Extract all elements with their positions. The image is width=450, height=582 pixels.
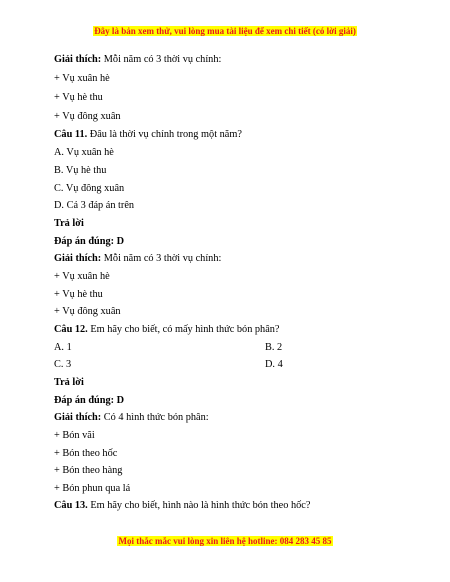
question-text: Em hãy cho biết, hình nào là hình thức bón theo hốc? (87, 500, 311, 511)
question-11 (54, 128, 242, 141)
hotline-footer-banner (0, 536, 450, 547)
option-c: C. 3 (54, 359, 72, 370)
list-item: + Bón theo hàng (54, 465, 123, 476)
preview-notice-banner (0, 26, 450, 37)
explanation-text: Mỗi năm có 3 thời vụ chính: (101, 54, 222, 65)
list-item: + Vụ hè thu (54, 289, 103, 300)
list-item: + Vụ đông xuân (54, 111, 121, 122)
option-b: B. Vụ hè thu (54, 165, 107, 176)
explanation-label: Giải thích: (54, 54, 102, 65)
explanation-text: Có 4 hình thức bón phân: (101, 412, 209, 423)
list-item: + Vụ xuân hè (54, 73, 110, 84)
explanation-text: Mỗi năm có 3 thời vụ chính: (101, 253, 222, 264)
option-c: C. Vụ đông xuân (54, 183, 125, 194)
list-item: + Vụ xuân hè (54, 271, 110, 282)
hotline-notice-text: Mọi thắc mắc vui lòng xin liên hệ hotline: 084 283 45 85 (118, 536, 332, 546)
list-item: + Bón phun qua lá (54, 483, 131, 494)
answer-heading: Trả lời (54, 218, 84, 229)
correct-answer: Đáp án đúng: D (54, 236, 125, 247)
option-d: D. Cả 3 đáp án trên (54, 200, 135, 211)
question-13 (54, 499, 310, 512)
list-item: + Bón vãi (54, 430, 95, 441)
preview-notice-text: Đây là bản xem thử, vui lòng mua tài liệu để xem chi tiết (có lời giải) (94, 26, 356, 36)
explanation-line (54, 411, 209, 424)
explanation-line (54, 53, 221, 66)
list-item: + Bón theo hốc (54, 448, 118, 459)
question-12 (54, 323, 280, 336)
option-b: B. 2 (265, 342, 283, 353)
question-text: Em hãy cho biết, có mấy hình thức bón phân? (87, 324, 280, 335)
list-item: + Vụ hè thu (54, 92, 103, 103)
explanation-line (54, 252, 221, 265)
list-item: + Vụ đông xuân (54, 306, 121, 317)
question-label: Câu 11. (54, 129, 88, 140)
answer-heading: Trả lời (54, 377, 84, 388)
question-text: Đâu là thời vụ chính trong một năm? (87, 129, 242, 140)
question-label: Câu 13. (54, 500, 88, 511)
question-label: Câu 12. (54, 324, 88, 335)
option-a: A. Vụ xuân hè (54, 147, 114, 158)
explanation-label: Giải thích: (54, 253, 102, 264)
option-d: D. 4 (265, 359, 283, 370)
correct-answer: Đáp án đúng: D (54, 395, 125, 406)
explanation-label: Giải thích: (54, 412, 102, 423)
option-a: A. 1 (54, 342, 72, 353)
